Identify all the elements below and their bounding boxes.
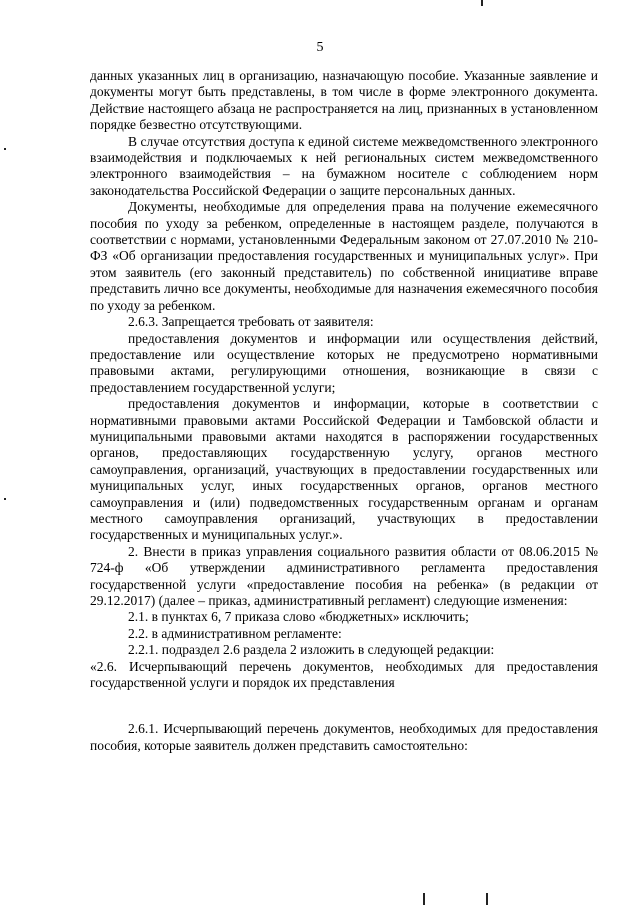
scan-artifact-top [481, 0, 483, 6]
paragraph: «2.6. Исчерпывающий перечень документов, необходимых для предоставления государственной услуги и порядок их представления [90, 658, 598, 691]
paragraph-gap [90, 691, 598, 721]
paragraph: 2. Внести в приказ управления социального развития области от 08.06.2015 № 724-ф «Об утверждении административного регламента предоставления государственной услуги «предоставление пособия на ребенка» (в редакции от 29.12.2017) (далее – приказ, административный регламент) следующие изменения: [90, 543, 598, 608]
scan-artifact-bottom [423, 893, 425, 905]
paragraph: предоставления документов и информации, которые в соответствии с нормативными правовыми актами Российской Федерации и Тамбовской области и муниципальными правовыми актами находятся в распоряжении государственных органов, предоставляющих государственную услугу, органов местного самоуправления, организаций, участвующих в предоставлении государственных или муниципальных услуг, иных государственных органов, органов местного самоуправления и (или) подведомственных государственным органам и органам местного самоуправления организаций, участвующих в предоставлении государственных и муниципальных услуг.». [90, 396, 598, 543]
paragraph: В случае отсутствия доступа к единой системе межведомственного электронного взаимодействия и подключаемых к ней региональных систем межведомственного электронного взаимодействия – на бумажном носителе с соблюдением норм законодательства Российской Федерации о защите персональных данных. [90, 133, 598, 198]
paragraph: 2.2. в административном регламенте: [128, 625, 342, 641]
paragraph: данных указанных лиц в организацию, назначающую пособие. Указанные заявление и документы могут быть представлены, в том числе в форме электронного документа. Действие настоящего абзаца не распространяется на лиц, признанных в установленном порядке безвестно отсутствующими. [90, 68, 598, 133]
page-number: 5 [316, 40, 324, 55]
paragraph: Документы, необходимые для определения права на получение ежемесячного пособия по уходу за ребенком, определенные в настоящем разделе, получаются в соответствии с нормами, установленными Федеральным законом от 27.07.2010 № 210-ФЗ «Об организации предоставления государственных и муниципальных услуг». При этом заявитель (его законный представитель) по собственной инициативе вправе представить лично все документы, необходимые для назначения ежемесячного пособия по уходу за ребенком. [90, 199, 598, 313]
scan-artifact-left [4, 148, 6, 150]
paragraph: 2.1. в пунктах 6, 7 приказа слово «бюджетных» исключить; [128, 609, 469, 625]
scan-artifact-left [4, 498, 6, 500]
paragraph: предоставления документов и информации или осуществления действий, предоставление или осуществление которых не предусмотрено нормативными правовыми актами, регулирующими отношения, возникающие в связи с предоставлением государственной услуги; [90, 330, 598, 395]
paragraph: 2.6.3. Запрещается требовать от заявителя: [128, 314, 374, 330]
paragraph: 2.2.1. подраздел 2.6 раздела 2 изложить в следующей редакции: [128, 642, 495, 658]
scan-artifact-bottom [486, 893, 488, 905]
paragraph: 2.6.1. Исчерпывающий перечень документов, необходимых для предоставления пособия, которые заявитель должен представить самостоятельно: [90, 721, 598, 753]
document-body [90, 68, 598, 754]
